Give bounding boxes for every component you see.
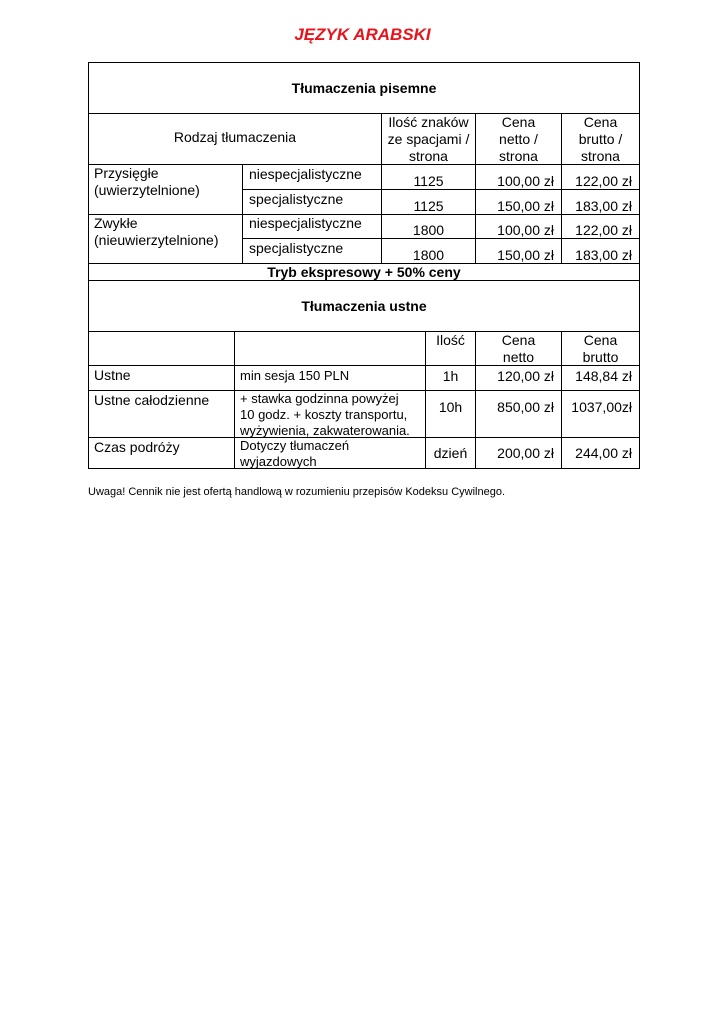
row-kind: niespecjalistyczne — [249, 166, 362, 182]
express-note: Tryb ekspresowy + 50% ceny — [267, 264, 461, 280]
disclaimer-note: Uwaga! Cennik nie jest ofertą handlową w rozumieniu przepisów Kodeksu Cywilnego. — [88, 486, 505, 498]
column-header-qty: Ilość — [436, 332, 465, 348]
column-header-brutto: Cena brutto / strona — [578, 114, 623, 164]
oral-row-qty: dzień — [433, 445, 468, 461]
oral-row-name: Ustne — [94, 367, 131, 383]
oral-row-desc: min sesja 150 PLN — [240, 368, 350, 383]
oral-row-netto: 200,00 zł — [497, 445, 554, 461]
row-chars: 1125 — [413, 173, 444, 189]
oral-row-name: Ustne całodzienne — [94, 392, 210, 408]
oral-row-brutto: 1037,00zł — [571, 399, 632, 415]
group-name-sworn: Przysięgłe (uwierzytelnione) — [94, 165, 200, 198]
oral-heading: Tłumaczenia ustne — [301, 298, 427, 314]
row-chars: 1800 — [412, 222, 445, 238]
oral-row-brutto: 148,84 zł — [575, 368, 632, 384]
row-kind: specjalistyczne — [249, 240, 344, 256]
oral-row-netto: 850,00 zł — [497, 399, 554, 415]
oral-row-netto: 120,00 zł — [497, 368, 554, 384]
oral-row-desc: + stawka godzinna powyżej 10 godz. + koszty transportu, wyżywienia, zakwaterowania. — [240, 391, 410, 438]
written-heading: Tłumaczenia pisemne — [291, 80, 437, 96]
column-header-netto: Cena netto / strona — [499, 114, 538, 164]
row-kind: niespecjalistyczne — [249, 215, 362, 231]
row-netto: 100,00 zł — [497, 222, 554, 238]
row-netto: 150,00 zł — [497, 247, 554, 263]
row-chars: 1125 — [413, 198, 444, 214]
oral-row-name: Czas podróży — [94, 439, 180, 455]
column-header-brutto: Cena brutto — [582, 332, 619, 365]
oral-row-brutto: 244,00 zł — [575, 445, 632, 461]
oral-row-desc: Dotyczy tłumaczeń wyjazdowych — [240, 438, 350, 469]
column-header-netto: Cena netto — [501, 332, 536, 365]
divider — [242, 164, 243, 263]
row-kind: specjalistyczne — [249, 191, 344, 207]
oral-row-qty: 10h — [438, 399, 463, 415]
page-title: JĘZYK ARABSKI — [294, 25, 431, 44]
group-name-regular: Zwykłe (nieuwierzytelnione) — [94, 215, 219, 248]
oral-row-qty: 1h — [442, 368, 459, 384]
row-netto: 150,00 zł — [497, 198, 554, 214]
divider — [234, 331, 235, 468]
row-chars: 1800 — [412, 247, 445, 263]
row-brutto: 122,00 zł — [575, 222, 632, 238]
row-brutto: 183,00 zł — [575, 198, 632, 214]
row-netto: 100,00 zł — [497, 173, 554, 189]
price-table — [88, 62, 640, 469]
row-brutto: 183,00 zł — [575, 247, 632, 263]
column-header-chars: Ilość znaków ze spacjami / strona — [387, 114, 470, 164]
column-header-type: Rodzaj tłumaczenia — [173, 129, 297, 145]
row-brutto: 122,00 zł — [575, 173, 632, 189]
